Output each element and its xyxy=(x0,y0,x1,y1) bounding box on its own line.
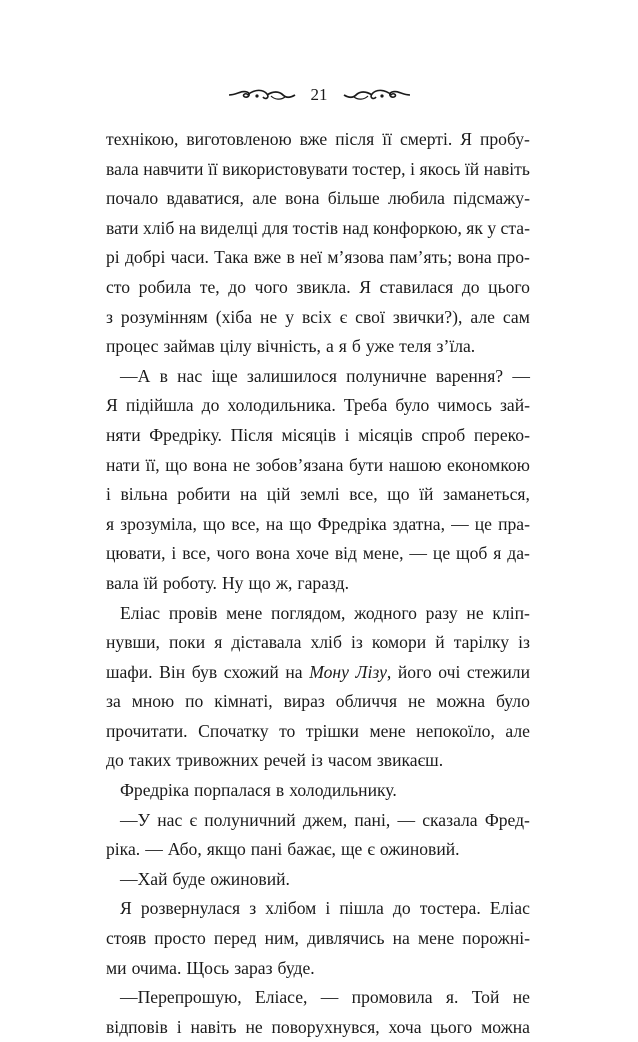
text-line: —Хай буде ожиновий. xyxy=(120,868,290,889)
text-line: з розумінням (хіба не у всіх є свої звички?), але сам xyxy=(106,306,530,327)
text-line: і вільна робити на цій землі все, що їй заманеться, xyxy=(106,484,530,505)
text-line: няти Фредріку. Після місяців і місяців спроб переко- xyxy=(106,424,530,445)
text-line: вала їй роботу. Ну що ж, гаразд. xyxy=(106,572,350,593)
text-line: нувши, поки я діставала хліб із комори й тарілку із xyxy=(106,632,530,653)
ornament-left-icon xyxy=(227,87,297,103)
page-number: 21 xyxy=(310,85,328,104)
text-line: —У нас є полуничний джем, пані, — сказала Фред- xyxy=(120,809,530,830)
text-line: ми очима. Щось зараз буде. xyxy=(106,957,315,978)
body-text xyxy=(106,125,530,1042)
text-line: шафи. Він був схожий на Мону Лізу, його очі стежили xyxy=(106,661,530,682)
text-line: процес займав цілу вічність, а я б уже теля з’їла. xyxy=(106,336,476,357)
text-line: технікою, виготовленою вже після її смерті. Я пробу- xyxy=(106,129,530,149)
text-line: відповів і навіть не поворухнувся, хоча цього можна xyxy=(106,1016,530,1037)
text-line: прочитати. Спочатку то трішки мене непокоїло, але xyxy=(106,720,530,741)
text-line: за мною по кімнаті, вираз обличчя не можна було xyxy=(106,691,530,712)
text-line: —А в нас іще залишилося полуничне варення? — xyxy=(120,365,530,386)
text-line: нати її, що вона не зобов’язана бути нашою економкою xyxy=(106,454,530,475)
text-line: я зрозуміла, що все, на що Фредріка здатна, — це пра- xyxy=(106,513,530,534)
text-line: Я розвернулася з хлібом і пішла до тостера. Еліас xyxy=(120,898,530,919)
text-line: —Перепрошую, Еліасе, — промовила я. Той не xyxy=(120,987,530,1008)
text-line: вала навчити її використовувати тостер, і якось їй навіть xyxy=(106,158,530,179)
ornament-right-icon xyxy=(342,87,412,103)
text-line: рі добрі часи. Така вже в неї м’язова пам’ять; вона про- xyxy=(106,247,530,268)
text-line: ріка. — Або, якщо пані бажає, ще є ожиновий. xyxy=(106,839,460,860)
text-line: цювати, і все, чого вона хоче від мене, — це щоб я да- xyxy=(106,543,530,564)
text-line: Я підійшла до холодильника. Треба було чимось зай- xyxy=(106,395,530,416)
text-line: сто робила те, до чого звикла. Я ставилася до цього xyxy=(106,276,530,297)
page-header xyxy=(0,78,638,112)
text-line: почало вдаватися, але вона більше любила підсмажу- xyxy=(106,188,530,209)
text-line: вати хліб на виделці для тостів над конфоркою, як у ста- xyxy=(106,217,530,238)
text-line: Фредріка порпалася в холодильнику. xyxy=(120,780,397,801)
text-line: до таких тривожних речей із часом звикаєш. xyxy=(106,750,444,771)
text-line: стояв просто перед ним, дивлячись на мене порожні- xyxy=(106,928,530,949)
text-line: Еліас провів мене поглядом, жодного разу не кліп- xyxy=(120,602,530,623)
